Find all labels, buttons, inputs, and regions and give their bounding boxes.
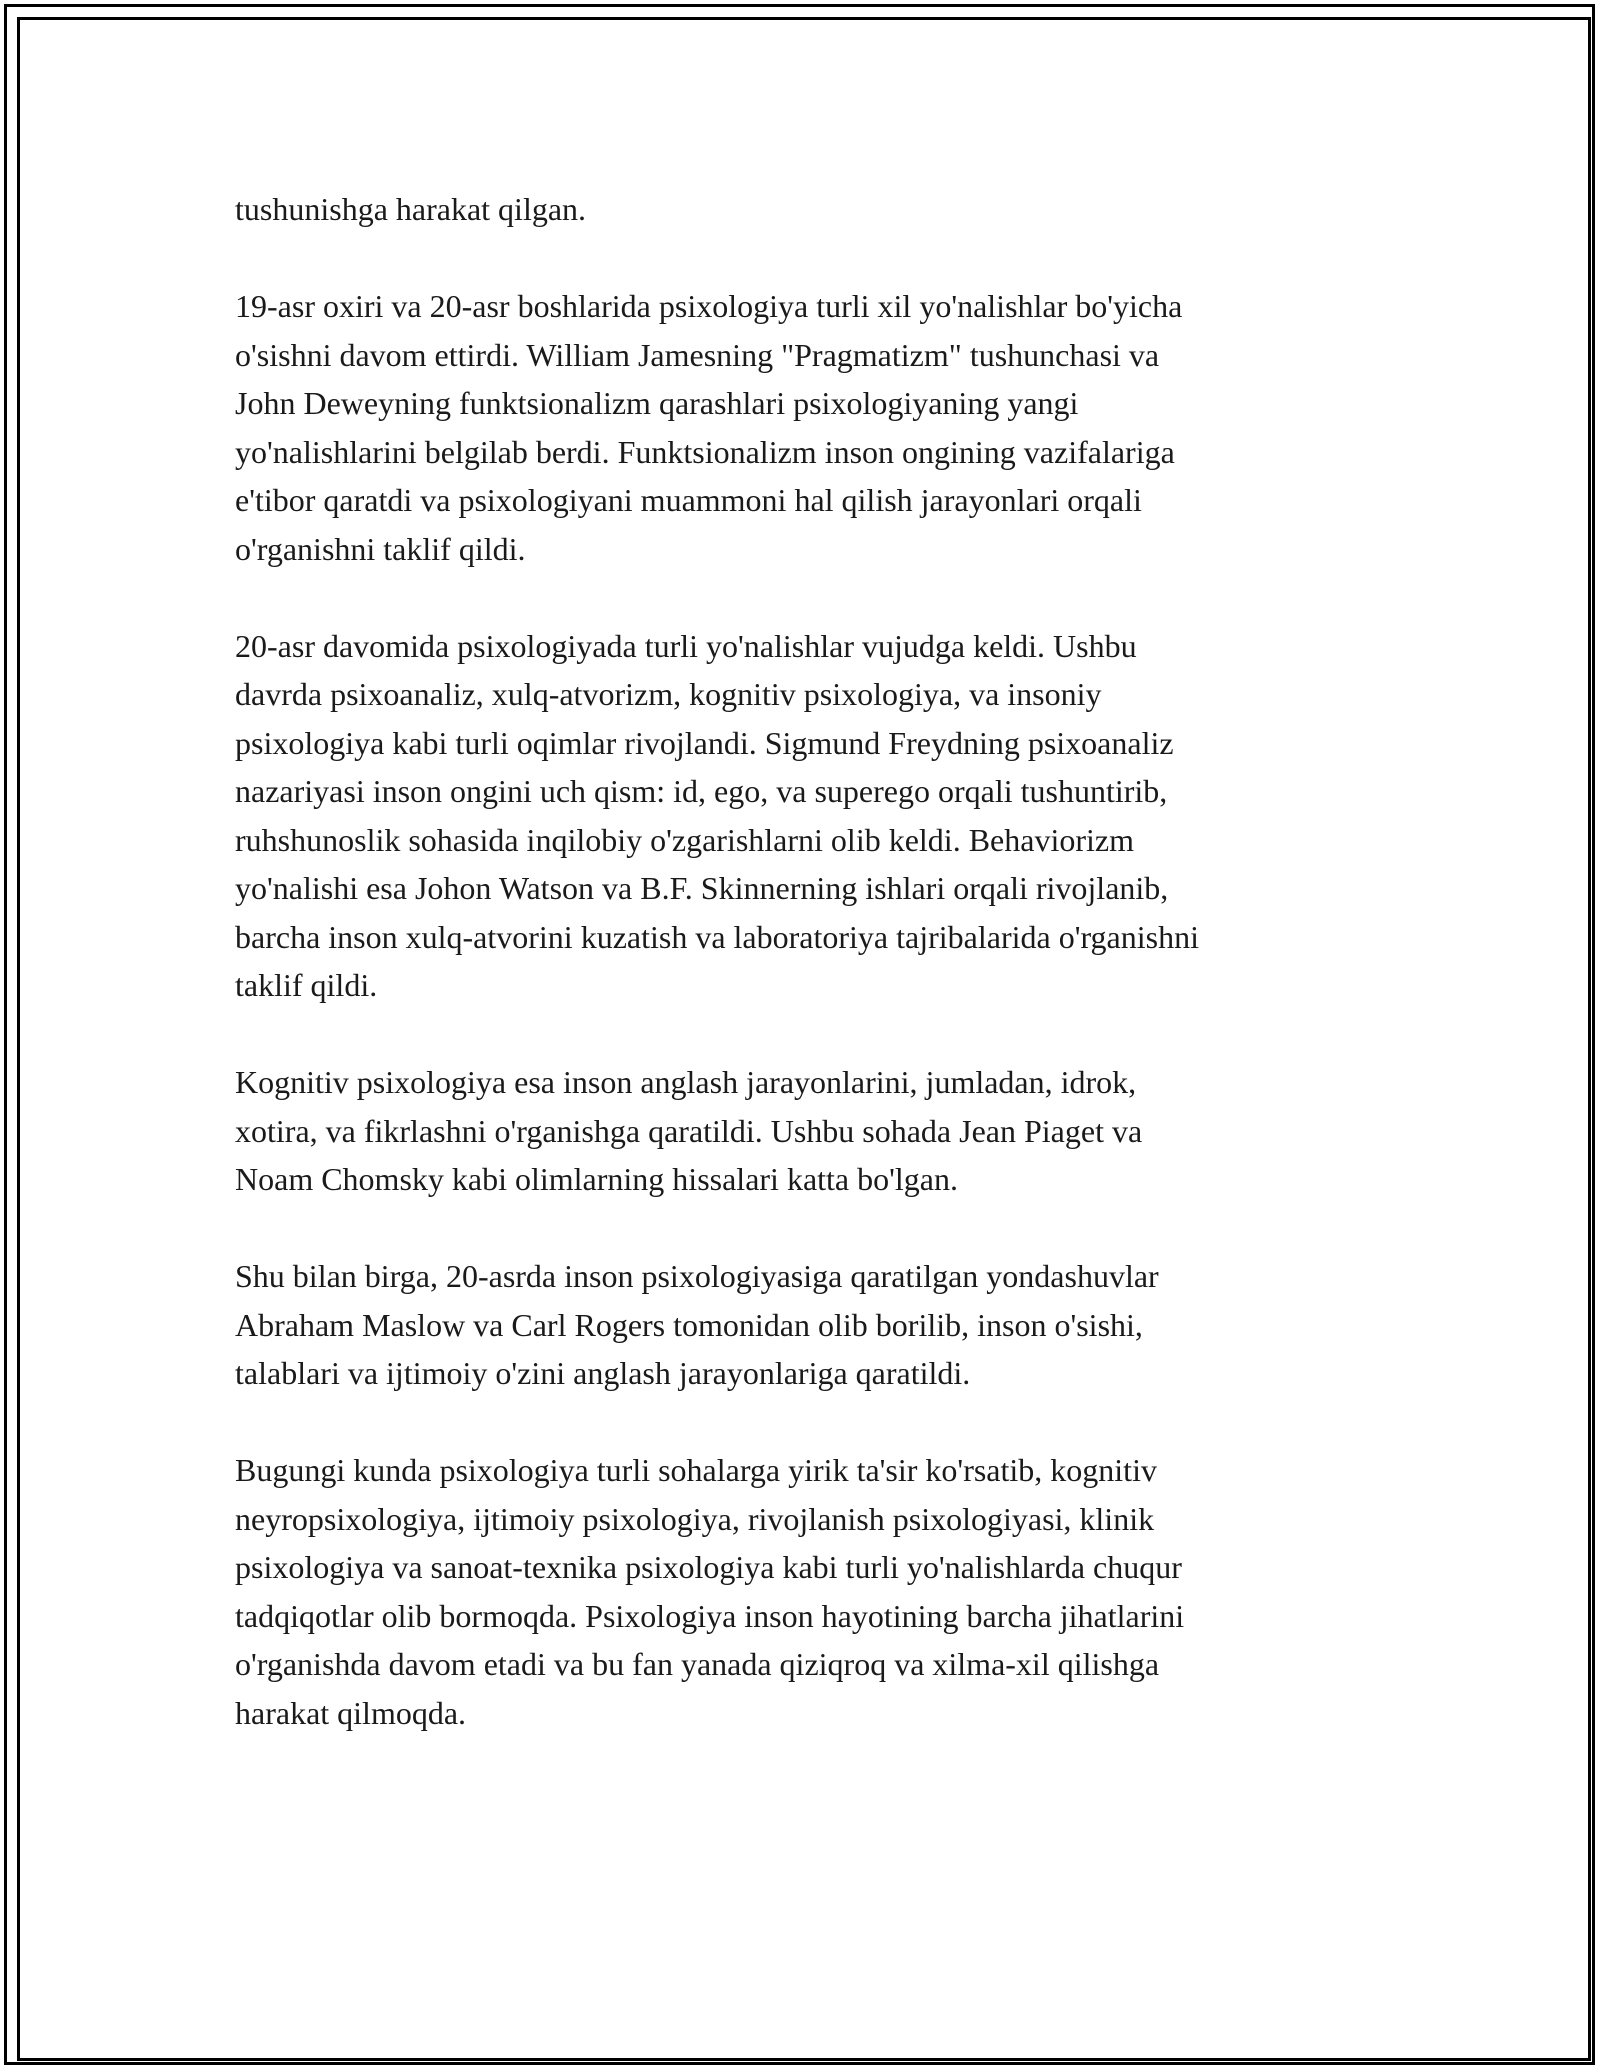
paragraph-humanistic-psychology: Shu bilan birga, 20-asrda inson psixologiyasiga qaratilgan yondashuvlar Abraham Maslow va Carl Rogers tomonidan olib borilib, inson o'sishi, talablari va ijtimoiy o'zini anglash jarayonlariga qaratildi. xyxy=(235,1258,1159,1391)
document-body xyxy=(235,185,1365,1737)
paragraph-modern-psychology: Bugungi kunda psixologiya turli sohalarga yirik ta'sir ko'rsatib, kognitiv neyropsixologiya, ijtimoiy psixologiya, rivojlanish psixologiyasi, klinik psixologiya va sanoat-texnika psixologiya kabi turli yo'nalishlarda chuqur tadqiqotlar olib bormoqda. Psixologiya inson hayotining barcha jihatlarini o'rganishda davom etadi va bu fan yanada qiziqroq va xilma-xil qilishga harakat qilmoqda. xyxy=(235,1452,1185,1731)
paragraph-functionalism: 19-asr oxiri va 20-asr boshlarida psixologiya turli xil yo'nalishlar bo'yicha o'sishni davom ettirdi. William Jamesning "Pragmatizm" tushunchasi va John Deweyning funktsionalizm qarashlari psixologiyaning yangi yo'nalishlarini belgilab berdi. Funktsionalizm inson ongining vazifalariga e'tibor qaratdi va psixologiyani muammoni hal qilish jarayonlari orqali o'rganishni taklif qildi. xyxy=(235,288,1183,567)
paragraph-20th-century-schools: 20-asr davomida psixologiyada turli yo'nalishlar vujudga keldi. Ushbu davrda psixoanaliz, xulq-atvorizm, kognitiv psixologiya, va insoniy psixologiya kabi turli oqimlar rivojlandi. Sigmund Freydning psixoanaliz nazariyasi inson ongini uch qism: id, ego, va superego orqali tushuntirib, ruhshunoslik sohasida inqilobiy o'zgarishlarni olib keldi. Behaviorizm yo'nalishi esa Johon Watson va B.F. Skinnerning ishlari orqali rivojlanib, barcha inson xulq-atvorini kuzatish va laboratoriya tajribalarida o'rganishni taklif qildi. xyxy=(235,627,1199,1003)
paragraph-cognitive-psychology: Kognitiv psixologiya esa inson anglash jarayonlarini, jumladan, idrok, xotira, va fikrlashni o'rganishga qaratildi. Ushbu sohada Jean Piaget va Noam Chomsky kabi olimlarning hissalari katta bo'lgan. xyxy=(235,1064,1143,1197)
paragraph-continuation: tushunishga harakat qilgan. xyxy=(235,191,587,227)
